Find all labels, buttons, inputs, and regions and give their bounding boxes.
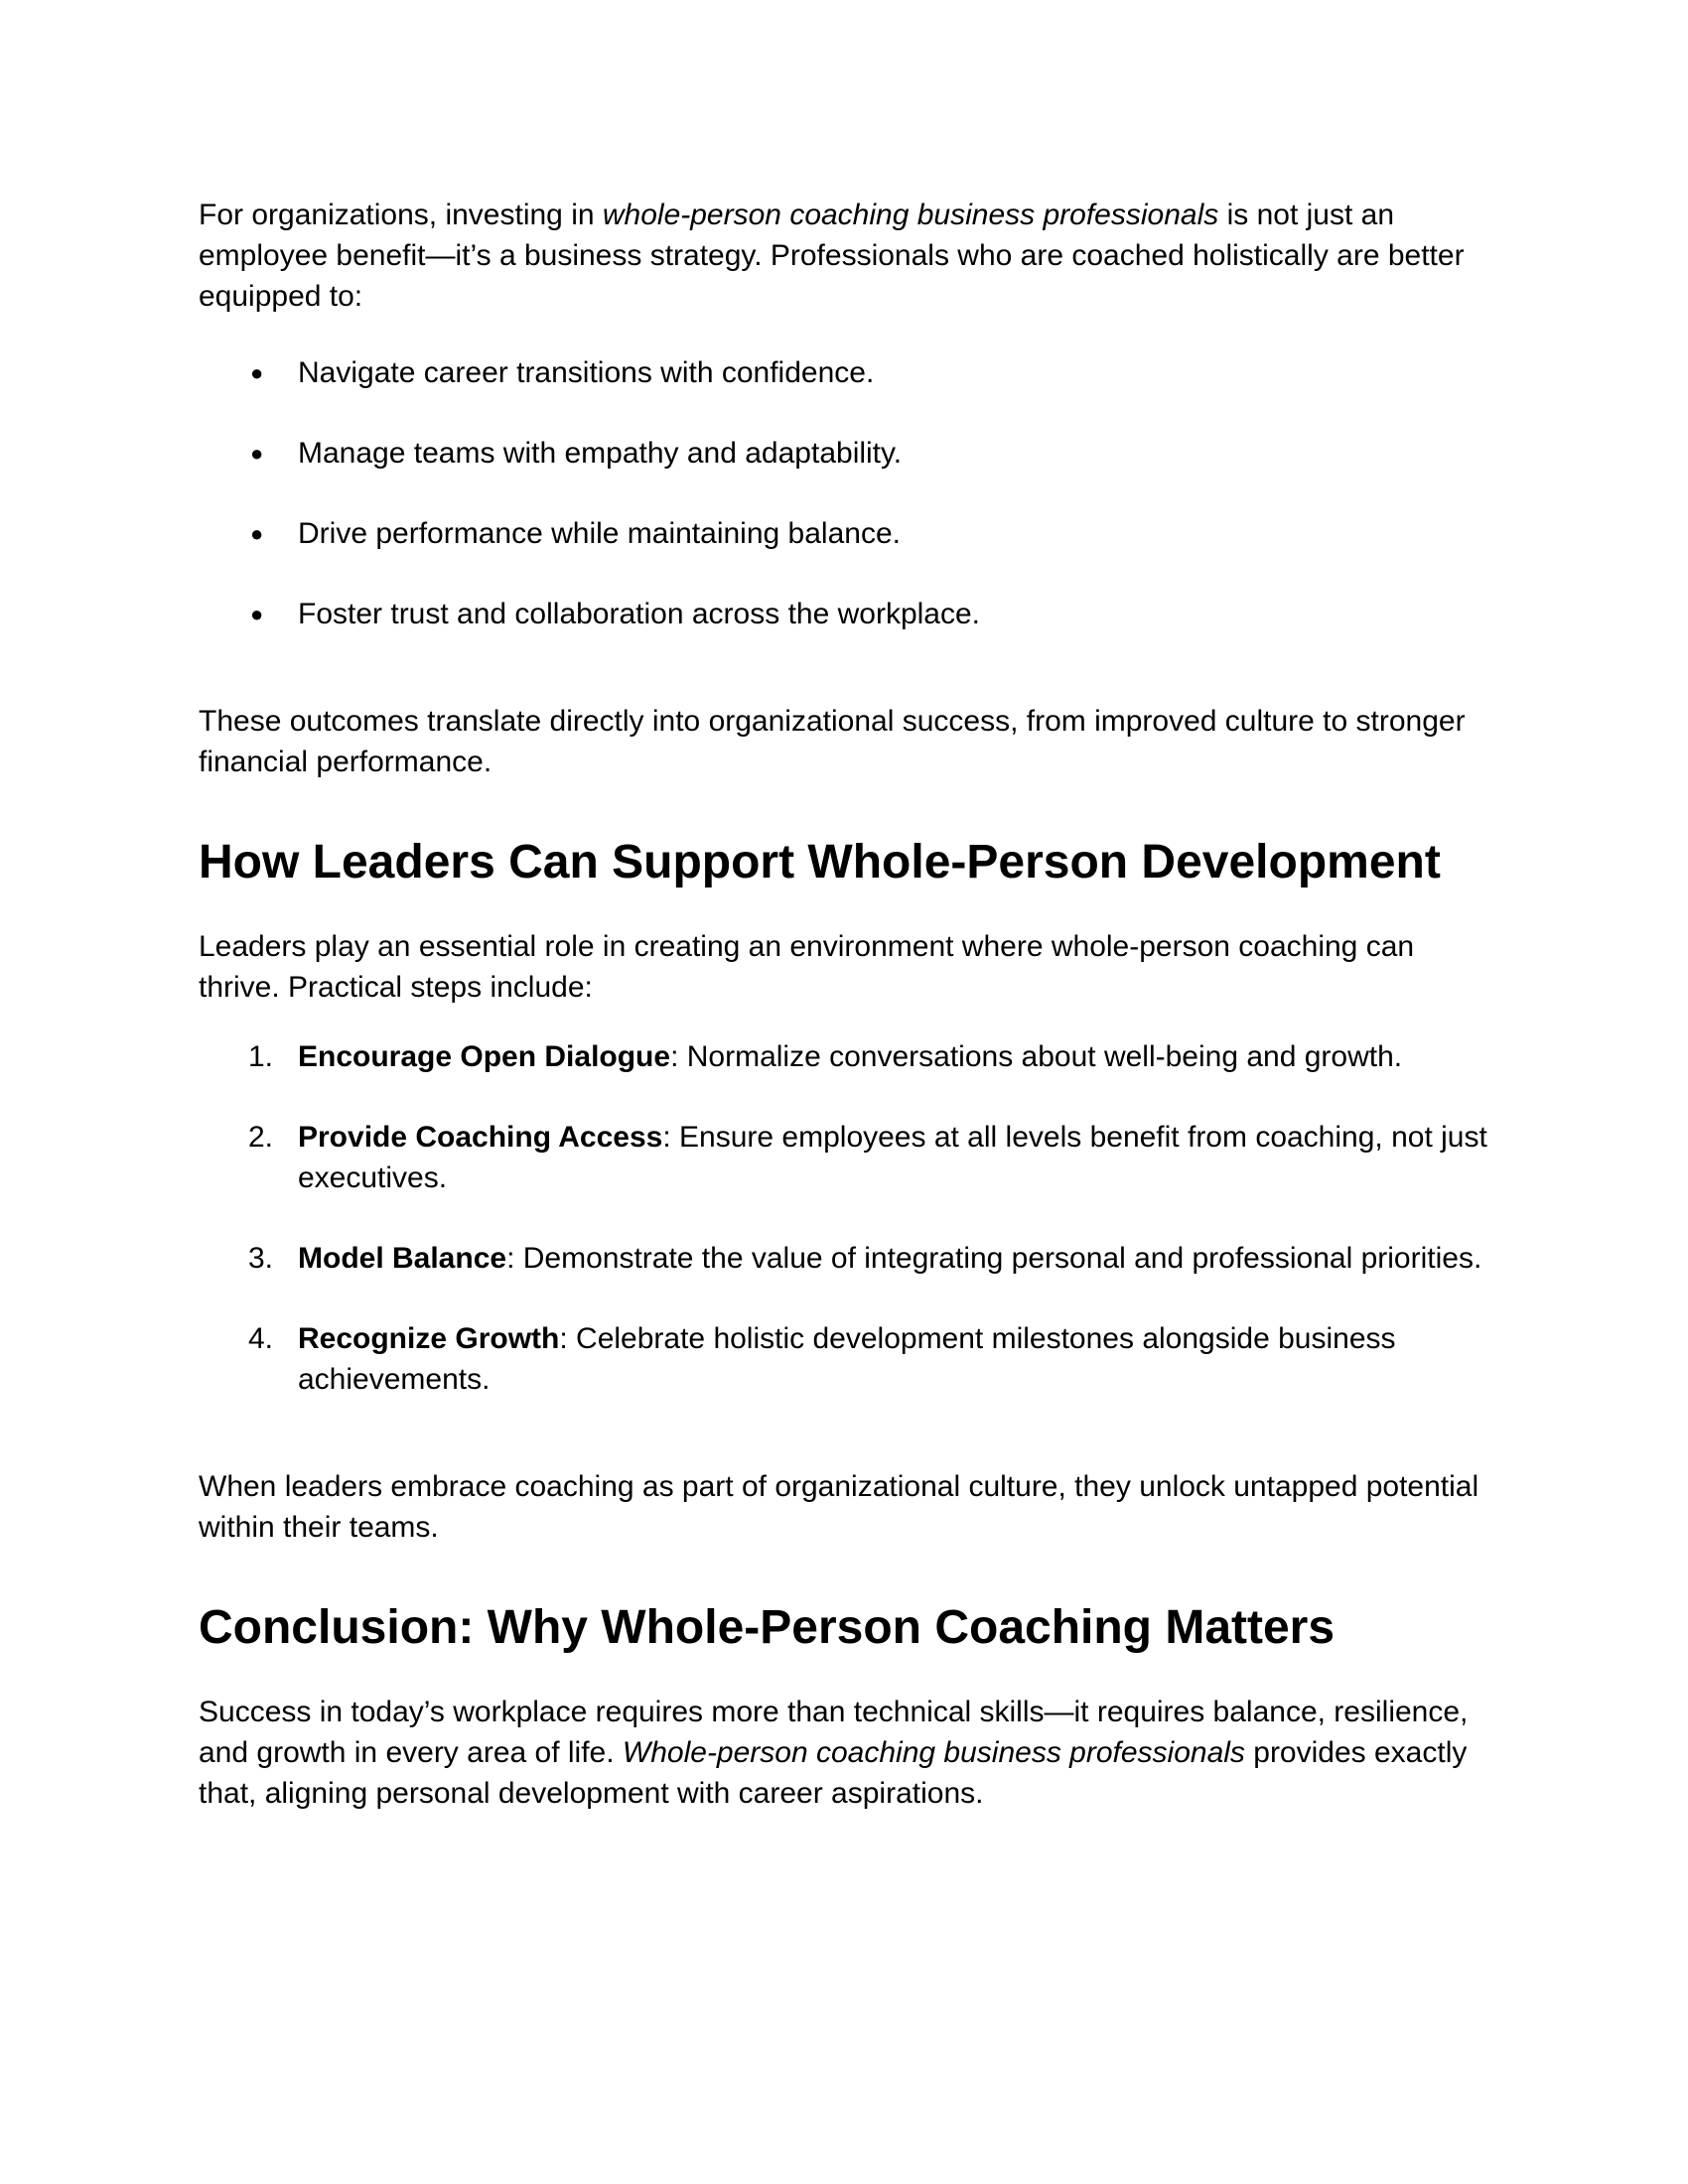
conclusion-paragraph — [199, 1692, 1499, 1814]
list-item-text: Navigate career transitions with confidence. — [298, 356, 875, 389]
conclusion-text-after: provides exactly that, aligning personal development with career aspirations. — [199, 1736, 1468, 1810]
step-number: 1. — [248, 1040, 274, 1073]
step-number: 3. — [248, 1242, 274, 1275]
section-heading-leaders: How Leaders Can Support Whole-Person Development — [199, 836, 1441, 888]
steps-list — [199, 1036, 1499, 1400]
bullet-icon: ● — [250, 441, 264, 466]
step-number: 4. — [248, 1322, 274, 1355]
bullet-icon: ● — [250, 602, 264, 626]
step-text: : Normalize conversations about well-being and growth. — [670, 1040, 1403, 1073]
list-item — [199, 433, 1499, 474]
step-number: 2. — [248, 1121, 274, 1154]
document-page — [199, 195, 1499, 1814]
list-item — [199, 594, 1499, 634]
intro-text-before: For organizations, investing in — [199, 199, 603, 231]
leaders-closing-paragraph: When leaders embrace coaching as part of organizational culture, they unlock untapped potential within their teams. — [199, 1470, 1479, 1544]
step-text: : Celebrate holistic development milestones alongside business achievements. — [298, 1322, 1396, 1396]
list-item — [199, 1036, 1499, 1077]
benefits-list — [199, 352, 1499, 634]
bullet-icon: ● — [250, 521, 264, 546]
intro-paragraph — [199, 195, 1499, 317]
step-text: : Demonstrate the value of integrating personal and professional priorities. — [506, 1242, 1482, 1275]
step-title: Model Balance — [298, 1242, 507, 1275]
leaders-intro-paragraph: Leaders play an essential role in creating an environment where whole-person coaching can thrive. Practical steps include: — [199, 930, 1415, 1004]
conclusion-italic-phrase: Whole-person coaching business professionals — [622, 1736, 1245, 1769]
section-heading-conclusion: Conclusion: Why Whole-Person Coaching Matters — [199, 1601, 1336, 1654]
list-item — [199, 1117, 1499, 1198]
list-item — [199, 513, 1499, 554]
intro-italic-phrase: whole-person coaching business professionals — [602, 199, 1219, 231]
list-item — [199, 352, 1499, 393]
list-item — [199, 1318, 1499, 1400]
step-text: : Ensure employees at all levels benefit from coaching, not just executives. — [298, 1121, 1487, 1194]
step-title: Recognize Growth — [298, 1322, 560, 1355]
outcomes-paragraph: These outcomes translate directly into organizational success, from improved culture to stronger financial performance. — [199, 705, 1466, 778]
bullet-icon: ● — [250, 360, 264, 385]
list-item-text: Drive performance while maintaining balance. — [298, 517, 901, 550]
step-title: Encourage Open Dialogue — [298, 1040, 671, 1073]
list-item-text: Foster trust and collaboration across the workplace. — [298, 598, 980, 630]
conclusion-text-before: Success in today’s workplace requires more than technical skills—it requires balance, resilience, and growth in every area of life. — [199, 1696, 1469, 1769]
list-item — [199, 1238, 1499, 1279]
step-title: Provide Coaching Access — [298, 1121, 663, 1154]
list-item-text: Manage teams with empathy and adaptability. — [298, 437, 903, 470]
intro-text-after: is not just an employee benefit—it’s a business strategy. Professionals who are coached holistically are better equipped to: — [199, 199, 1465, 313]
